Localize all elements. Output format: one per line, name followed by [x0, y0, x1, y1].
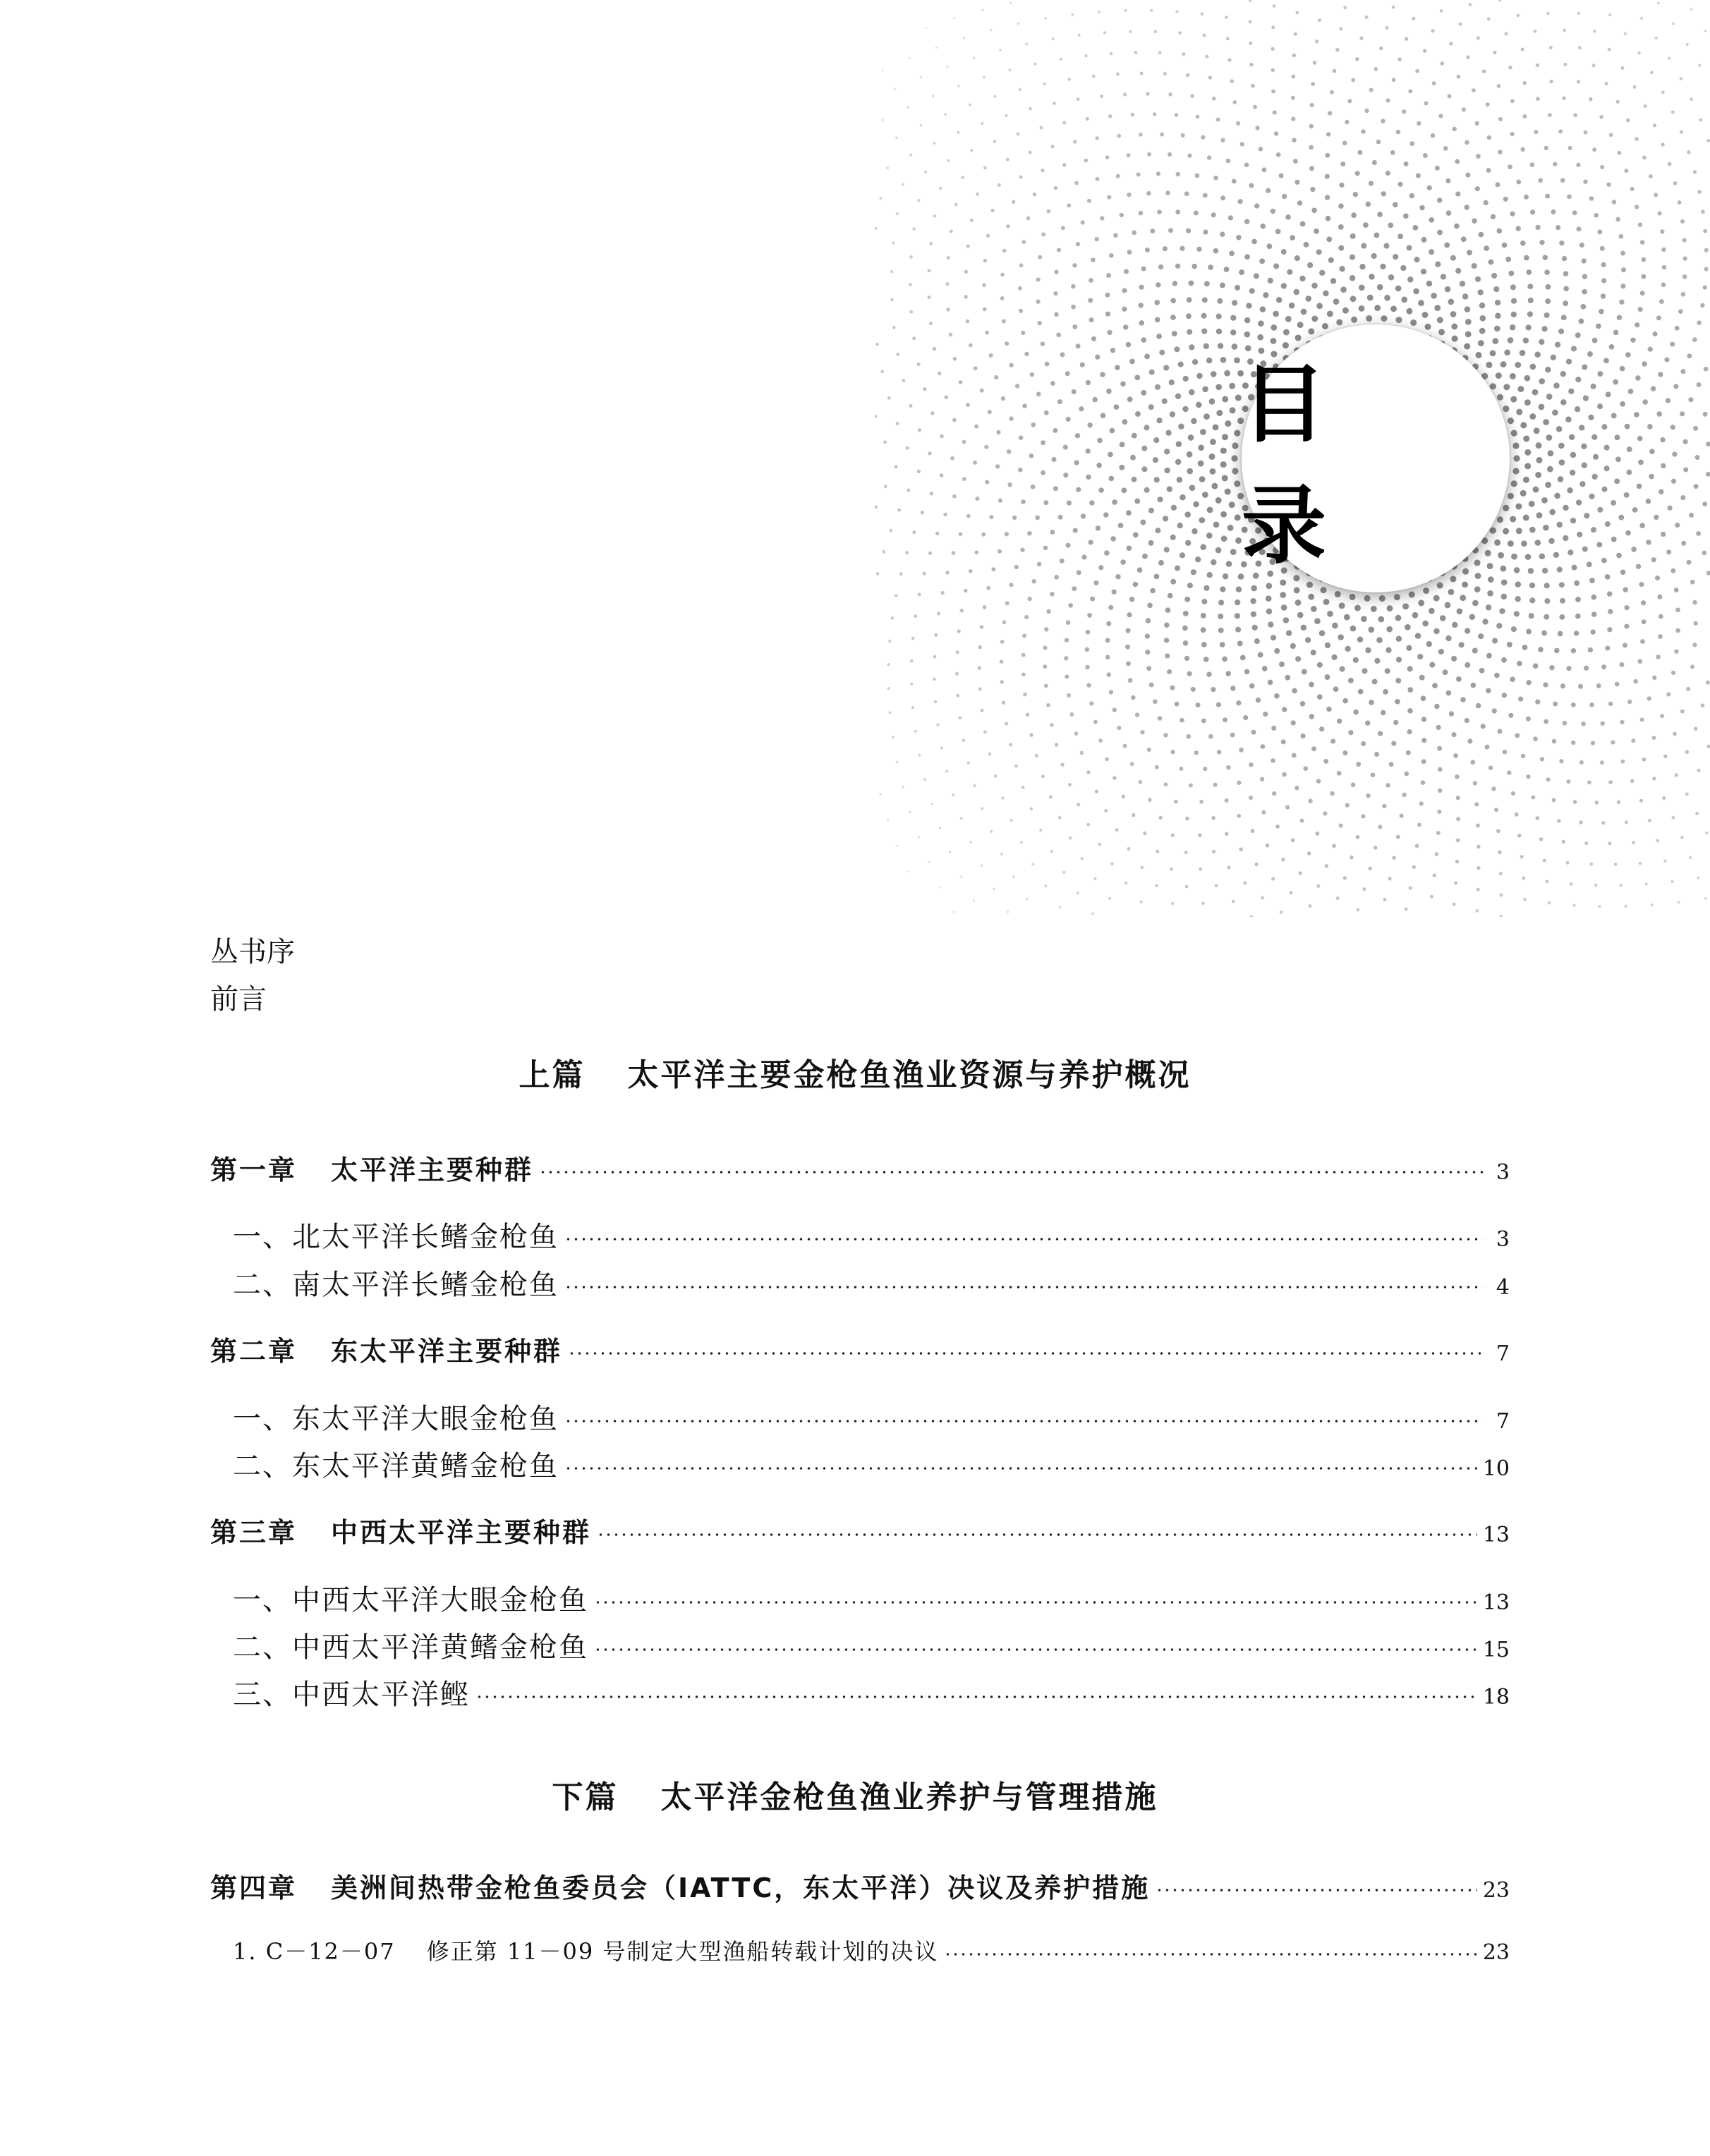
part-title: 太平洋主要金枪鱼渔业资源与养护概况: [627, 1057, 1191, 1093]
dot-leader: [564, 1419, 1483, 1423]
dot-leader: [944, 1952, 1476, 1956]
part-heading-2: [0, 1772, 1710, 1817]
chapter-label: 第一章: [210, 1155, 298, 1186]
section-title: 二、中西太平洋黄鳍金枪鱼: [233, 1631, 588, 1664]
toc-entry-preface[interactable]: 前言: [210, 983, 267, 1016]
page-number: 7: [1496, 1341, 1510, 1366]
dot-leader: [564, 1237, 1483, 1241]
toc-chapter-4[interactable]: [210, 1866, 1510, 1905]
toc-section[interactable]: [233, 1578, 1510, 1618]
chapter-label: 第二章: [210, 1336, 298, 1367]
toc-section[interactable]: [233, 1444, 1510, 1484]
section-title: 二、南太平洋长鳍金枪鱼: [233, 1269, 559, 1301]
toc-section[interactable]: [233, 1396, 1510, 1437]
dot-leader: [539, 1170, 1483, 1174]
section-title: 三、中西太平洋鲣: [233, 1679, 470, 1711]
dot-leader: [568, 1351, 1483, 1356]
dot-leader: [1156, 1888, 1477, 1892]
chapter-title: 东太平洋主要种群: [331, 1336, 563, 1367]
part-label: 下篇: [552, 1779, 619, 1815]
page-number: 4: [1496, 1275, 1510, 1300]
title-badge: [1242, 324, 1510, 592]
page-title: 目 录: [1242, 356, 1376, 575]
resolution-code: 1. C－12－07: [233, 1938, 396, 1965]
chapter-title: 中西太平洋主要种群: [331, 1517, 592, 1548]
toc-chapter-1[interactable]: [210, 1148, 1510, 1187]
dot-leader: [564, 1285, 1483, 1289]
part-title: 太平洋金枪鱼渔业养护与管理措施: [660, 1779, 1158, 1815]
page-number: 13: [1482, 1523, 1510, 1547]
toc-resolution[interactable]: [233, 1934, 1510, 1966]
toc-section[interactable]: [233, 1625, 1510, 1665]
section-title: 二、东太平洋黄鳍金枪鱼: [233, 1450, 559, 1482]
chapter-label: 第三章: [210, 1517, 298, 1548]
toc-chapter-3[interactable]: [210, 1511, 1510, 1549]
page-number: 10: [1482, 1456, 1510, 1481]
chapter-title: 美洲间热带金枪鱼委员会（IATTC，东太平洋）决议及养护措施: [331, 1872, 1151, 1904]
dot-leader: [594, 1648, 1477, 1652]
part-label: 上篇: [519, 1057, 586, 1093]
dot-leader: [594, 1600, 1477, 1604]
chapter-title: 太平洋主要种群: [331, 1155, 534, 1186]
part-heading-1: [0, 1049, 1710, 1095]
dot-leader: [564, 1466, 1477, 1470]
page-number: 7: [1496, 1409, 1510, 1434]
dot-leader: [597, 1533, 1477, 1537]
page-number: 23: [1482, 1940, 1510, 1965]
toc-chapter-2[interactable]: [210, 1329, 1510, 1368]
toc-entry-series-preface[interactable]: 丛书序: [210, 936, 295, 968]
resolution-title: 修正第 11－09 号制定大型渔船转载计划的决议: [426, 1938, 939, 1965]
page-number: 3: [1496, 1227, 1510, 1252]
toc-section[interactable]: [233, 1262, 1510, 1303]
chapter-label: 第四章: [210, 1872, 298, 1904]
dot-leader: [475, 1695, 1477, 1699]
toc-section[interactable]: [233, 1214, 1510, 1255]
page-number: 13: [1482, 1590, 1510, 1615]
page-number: 23: [1482, 1878, 1510, 1903]
toc-section[interactable]: [233, 1672, 1510, 1712]
page-number: 18: [1482, 1685, 1510, 1710]
section-title: 一、中西太平洋大眼金枪鱼: [233, 1584, 588, 1616]
section-title: 一、北太平洋长鳍金枪鱼: [233, 1221, 559, 1253]
section-title: 一、东太平洋大眼金枪鱼: [233, 1403, 559, 1435]
page-number: 3: [1496, 1160, 1510, 1185]
page-number: 15: [1482, 1638, 1510, 1662]
